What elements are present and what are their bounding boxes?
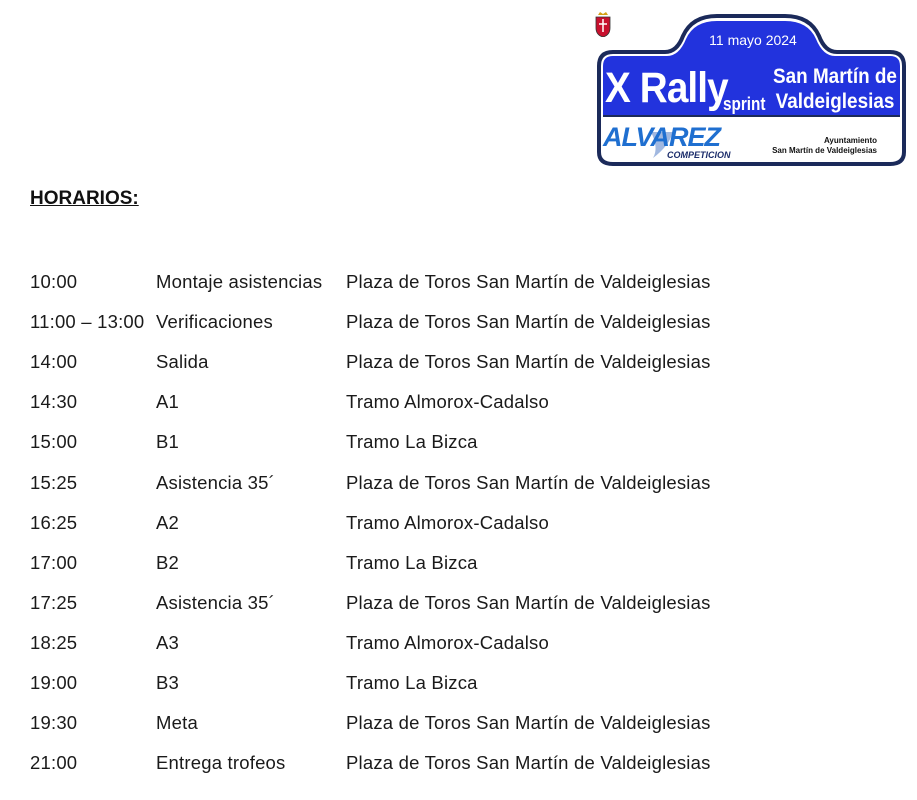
- venue-title: [772, 64, 898, 114]
- schedule-row: [30, 262, 790, 302]
- schedule-location: Plaza de Toros San Martín de Valdeiglesias: [346, 311, 711, 333]
- schedule-event: B1: [156, 431, 180, 453]
- schedule-row: [30, 703, 790, 743]
- schedule-event: Salida: [156, 351, 209, 373]
- schedule-time: 11:00 – 13:00: [30, 311, 145, 333]
- schedule-time: 17:25: [30, 591, 78, 613]
- town-line-1: Ayuntamiento: [823, 136, 877, 145]
- schedule-time: 21:00: [30, 752, 78, 774]
- schedule-row: [30, 302, 790, 342]
- venue-line-1: San Martín de: [773, 65, 897, 88]
- schedule-location: Tramo La Bizca: [346, 671, 478, 693]
- schedule-event: A2: [156, 511, 180, 533]
- schedule-row: [30, 462, 790, 502]
- schedule-row: [30, 663, 790, 703]
- crest-icon: [595, 12, 611, 37]
- schedule-location: Plaza de Toros San Martín de Valdeiglesias: [346, 471, 711, 493]
- schedule-location: Tramo Almorox-Cadalso: [346, 511, 549, 533]
- schedule-event: Verificaciones: [156, 311, 273, 333]
- rally-title: X Rally: [605, 64, 728, 112]
- schedule-event: Montaje asistencias: [156, 271, 323, 293]
- schedule-row: [30, 342, 790, 382]
- schedule-time: 19:30: [30, 712, 78, 734]
- schedule-row: [30, 422, 790, 462]
- rally-sprint-label: sprint: [723, 94, 766, 114]
- schedule-row: [30, 503, 790, 543]
- schedule-event: B3: [156, 671, 180, 693]
- schedule-time: 10:00: [30, 271, 78, 293]
- town-line-2: San Martín de Valdeiglesias: [772, 146, 877, 155]
- schedule-time: 14:00: [30, 351, 78, 373]
- schedule-location: Plaza de Toros San Martín de Valdeiglesias: [346, 712, 711, 734]
- event-date: 11 mayo 2024: [709, 32, 797, 48]
- schedule-location: Plaza de Toros San Martín de Valdeiglesias: [346, 271, 711, 293]
- schedule-time: 15:25: [30, 471, 78, 493]
- schedule-location: Plaza de Toros San Martín de Valdeiglesias: [346, 752, 711, 774]
- schedule-event: Entrega trofeos: [156, 752, 286, 774]
- schedule-time: 19:00: [30, 671, 78, 693]
- schedule-location: Tramo Almorox-Cadalso: [346, 391, 549, 413]
- town-hall-label: [755, 136, 877, 156]
- schedule-location: Tramo Almorox-Cadalso: [346, 631, 549, 653]
- schedule-time: 15:00: [30, 431, 78, 453]
- schedule-location: Tramo La Bizca: [346, 551, 478, 573]
- schedule-row: [30, 543, 790, 583]
- schedule-time: 14:30: [30, 391, 78, 413]
- schedule-event: Asistencia 35´: [156, 591, 275, 613]
- schedule-row: [30, 623, 790, 663]
- sponsor-logo: ALVAREZ: [603, 122, 721, 152]
- schedule-event: Meta: [156, 712, 198, 734]
- schedule-event: B2: [156, 551, 180, 573]
- schedule-location: Tramo La Bizca: [346, 431, 478, 453]
- schedule-list: [30, 262, 790, 783]
- venue-line-2: Valdeiglesias: [775, 90, 895, 113]
- schedule-event: A3: [156, 631, 180, 653]
- schedule-time: 17:00: [30, 551, 78, 573]
- sponsor-subtitle: COMPETICION: [667, 150, 731, 160]
- schedule-time: 18:25: [30, 631, 78, 653]
- schedule-location: Plaza de Toros San Martín de Valdeiglesias: [346, 351, 711, 373]
- schedule-event: Asistencia 35´: [156, 471, 275, 493]
- schedule-time: 16:25: [30, 511, 78, 533]
- schedule-location: Plaza de Toros San Martín de Valdeiglesias: [346, 591, 711, 613]
- schedule-row: [30, 743, 790, 783]
- schedule-heading: HORARIOS:: [30, 188, 139, 209]
- schedule-row: [30, 583, 790, 623]
- schedule-event: A1: [156, 391, 180, 413]
- schedule-row: [30, 382, 790, 422]
- rally-plate-logo: [595, 12, 908, 166]
